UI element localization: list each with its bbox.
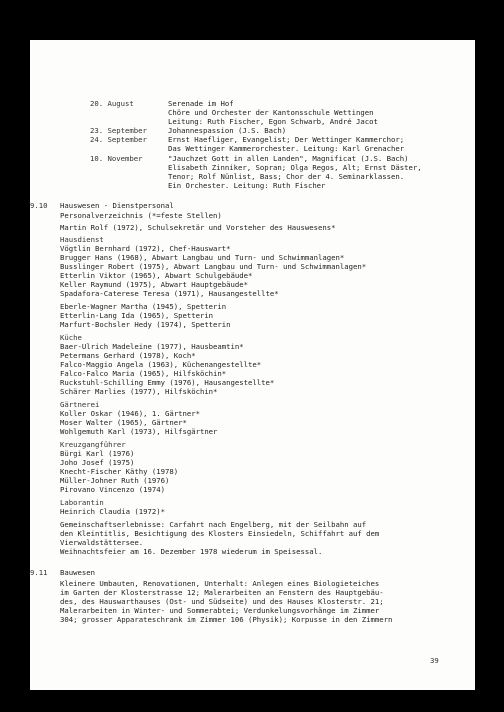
staff-line: Brugger Hans (1968), Abwart Langbau und Turn- und Schwimmanlagen*: [60, 253, 345, 262]
staff-line: Falco-Maggio Angela (1963), Küchenangestellte*: [60, 360, 262, 369]
staff-line: Knecht-Fischer Käthy (1978): [60, 467, 179, 476]
group-heading: Hausdienst: [60, 235, 104, 244]
section-subtitle: Personalverzeichnis (*=feste Stellen): [60, 211, 222, 220]
staff-line: Bürgi Karl (1976): [60, 449, 135, 458]
closing-line: den Kleintitlis, Besichtigung des Klosters Einsiedeln, Schiffahrt auf dem: [60, 529, 380, 538]
event-line: Johannespassion (J.S. Bach): [168, 126, 287, 135]
staff-line: Etterlin Viktor (1965), Abwart Schulgebäude*: [60, 271, 253, 280]
staff-line: Moser Walter (1965), Gärtner*: [60, 418, 187, 427]
section-number: 9.10: [30, 201, 48, 210]
closing-line: Weihnachtsfeier am 16. Dezember 1978 wiederum im Speisessal.: [60, 547, 323, 556]
event-date: 10. November: [90, 154, 143, 163]
staff-line: Marfurt-Bochsler Hedy (1974), Spetterin: [60, 320, 231, 329]
body-line: 304; grosser Apparateschrank im Zimmer 106 (Physik); Korpusse in den Zimmern: [60, 615, 393, 624]
staff-line: Keller Raymund (1975), Abwart Hauptgebäude*: [60, 280, 249, 289]
section-number: 9.11: [30, 568, 48, 577]
event-line: Ein Orchester. Leitung: Ruth Fischer: [168, 181, 326, 190]
staff-line: Eberle-Wagner Martha (1945), Spetterin: [60, 302, 227, 311]
staff-line: Vögtlin Bernhard (1972), Chef-Hauswart*: [60, 244, 231, 253]
staff-line: Müller-Johner Ruth (1976): [60, 476, 170, 485]
staff-line: Schärer Marlies (1977), Hilfsköchin*: [60, 387, 218, 396]
event-line: Das Wettinger Kammerorchester. Leitung: Karl Grenacher: [168, 144, 405, 153]
group-heading: Laborantin: [60, 498, 104, 507]
closing-line: Gemeinschaftserlebnisse: Carfahrt nach Engelberg, mit der Seilbahn auf: [60, 520, 367, 529]
event-line: Leitung: Ruth Fischer, Egon Schwarb, André Jacot: [168, 117, 378, 126]
event-line: Tenor; Rolf Nünlist, Bass; Chor der 4. Seminarklassen.: [168, 172, 405, 181]
event-line: Elisabeth Zinniker, Sopran; Olga Regos, Alt; Ernst Däster,: [168, 163, 422, 172]
staff-line: Pirovano Vincenzo (1974): [60, 485, 165, 494]
body-line: im Garten der Klosterstrasse 12; Malerarbeiten an Fenstern des Hauptgebäu-: [60, 588, 384, 597]
group-heading: Gärtnerei: [60, 400, 100, 409]
section-intro: Martin Rolf (1972), Schulsekretär und Vorsteher des Hauswesens*: [60, 223, 336, 232]
staff-line: Heinrich Claudia (1972)*: [60, 507, 165, 516]
body-line: des, des Hauswarthauses (Ost- und Südseite) und des Hauses Klosterstr. 21;: [60, 597, 384, 606]
event-line: Chöre und Orchester der Kantonsschule Wettingen: [168, 108, 374, 117]
staff-line: Ruckstuhl-Schilling Emmy (1976), Hausangestellte*: [60, 378, 275, 387]
event-line: Serenade im Hof: [168, 99, 234, 108]
staff-line: Spadafora-Caterese Teresa (1971), Hausangestellte*: [60, 289, 279, 298]
staff-line: Wohlgemuth Karl (1973), Hilfsgärtner: [60, 427, 218, 436]
staff-line: Busslinger Robert (1975), Abwart Langbau und Turn- und Schwimmanlagen*: [60, 262, 367, 271]
document-page: [30, 40, 475, 690]
staff-line: Baer-Ulrich Madeleine (1977), Hausbeamtin*: [60, 342, 244, 351]
section-title: Bauwesen: [60, 568, 95, 577]
event-date: 24. September: [90, 135, 147, 144]
event-date: 20. August: [90, 99, 134, 108]
staff-line: Falco-Falco Maria (1965), Hilfsköchin*: [60, 369, 227, 378]
event-date: 23. September: [90, 126, 147, 135]
body-line: Kleinere Umbauten, Renovationen, Unterhalt: Anlegen eines Biologieteiches: [60, 579, 380, 588]
group-heading: Küche: [60, 333, 82, 342]
body-line: Malerarbeiten in Winter- und Sommerabtei; Verdunkelungsvorhänge im Zimmer: [60, 606, 380, 615]
event-line: "Jauchzet Gott in allen Landen", Magnificat (J.S. Bach): [168, 154, 409, 163]
staff-line: Joho Josef (1975): [60, 458, 135, 467]
closing-line: Vierwaldstättersee.: [60, 538, 144, 547]
staff-line: Etterlin-Lang Ida (1965), Spetterin: [60, 311, 214, 320]
staff-line: Koller Oskar (1946), 1. Gärtner*: [60, 409, 200, 418]
page-number: 39: [430, 656, 439, 665]
section-title: Hauswesen - Dienstpersonal: [60, 201, 174, 210]
event-line: Ernst Haefliger, Evangelist; Der Wettinger Kammerchor;: [168, 135, 405, 144]
staff-line: Petermans Gerhard (1978), Koch*: [60, 351, 196, 360]
group-heading: Kreuzgangführer: [60, 440, 126, 449]
